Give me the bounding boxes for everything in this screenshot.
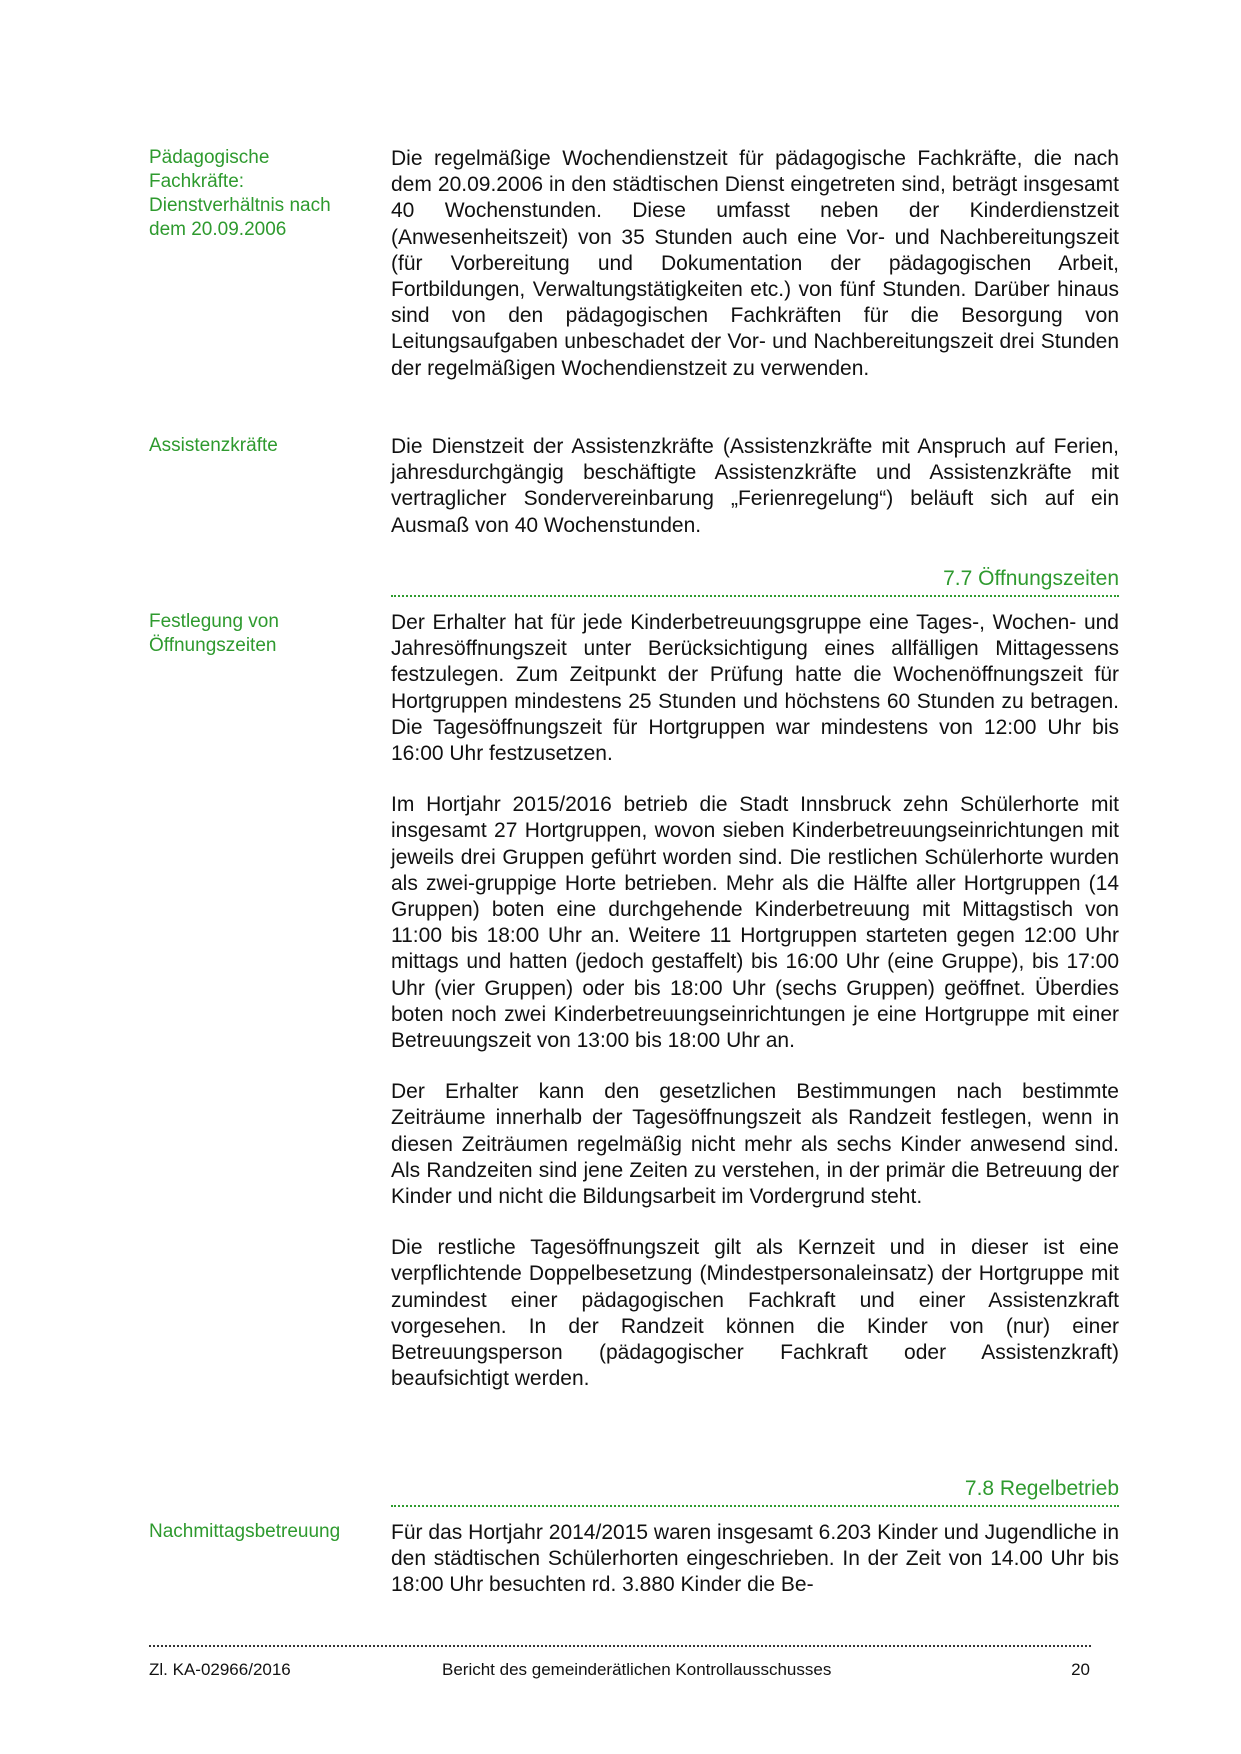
- side-label-paedagogische-fachkraefte: Pädagogische Fachkräfte: Dienstverhältnis nach dem 20.09.2006: [149, 147, 331, 240]
- side-label-nachmittagsbetreuung: Nachmittagsbetreuung: [149, 1521, 341, 1542]
- section-heading-7-7: 7.7 Öffnungszeiten: [943, 567, 1119, 590]
- page-number: 20: [1071, 1660, 1090, 1679]
- footer-reference: Zl. KA-02966/2016: [149, 1660, 291, 1679]
- paragraph: Der Erhalter kann den gesetzlichen Bestimmungen nach bestimmte Zeiträume innerhalb der Tagesöffnungszeit als Randzeit festlegen, wenn in diesen Zeiträumen regelmäßig nicht mehr als sechs Kinder anwesend sind. Als Randzeiten sind jene Zeiten zu verstehen, in der primär die Betreuung der Kinder und nicht die Bildungsarbeit im Vordergrund steht.: [391, 1080, 1119, 1209]
- footer-title: Bericht des gemeinderätlichen Kontrollausschusses: [442, 1660, 832, 1679]
- side-label-assistenzkraefte: Assistenzkräfte: [149, 435, 278, 456]
- paragraph: Die Dienstzeit der Assistenzkräfte (Assistenzkräfte mit Anspruch auf Ferien, jahresdurchgängig beschäftigte Assistenzkräfte und Assistenzkräfte mit vertraglicher Sondervereinbarung „Ferienregelung“) beläuft sich auf ein Ausmaß von 40 Wochenstunden.: [391, 435, 1119, 537]
- heading-divider: [391, 595, 1119, 597]
- paragraph: Im Hortjahr 2015/2016 betrieb die Stadt Innsbruck zehn Schülerhorte mit insgesamt 27 Hortgruppen, wovon sieben Kinderbetreuungseinrichtungen mit jeweils drei Gruppen geführt worden sind. Die restlichen Schülerhorte wurden als zwei-gruppige Horte betrieben. Mehr als die Hälfte aller Hortgruppen (14 Gruppen) boten eine durchgehende Kinderbetreuung mit Mittagstisch von 11:00 bis 18:00 Uhr an. Weitere 11 Hortgruppen starteten gegen 12:00 Uhr mittags und hatten (jedoch gestaffelt) bis 16:00 Uhr (eine Gruppe), bis 17:00 Uhr (vier Gruppen) oder bis 18:00 Uhr (sechs Gruppen) geöffnet. Überdies boten noch zwei Kinderbetreuungseinrichtungen je eine Hortgruppe mit einer Betreuungszeit von 13:00 bis 18:00 Uhr an.: [391, 793, 1119, 1053]
- body-text: [391, 610, 1119, 1417]
- paragraph: Die regelmäßige Wochendienstzeit für pädagogische Fachkräfte, die nach dem 20.09.2006 in den städtischen Dienst eingetreten sind, beträgt insgesamt 40 Wochenstunden. Diese umfasst neben der Kinderdienstzeit (Anwesenheitszeit) von 35 Stunden auch eine Vor- und Nachbereitungszeit (für Vorbereitung und Dokumentation der pädagogischen Arbeit, Fortbildungen, Verwaltungstätigkeiten etc.) von fünf Stunden. Darüber hinaus sind von den pädagogischen Fachkräften für die Besorgung von Leitungsaufgaben unbeschadet der Vor- und Nachbereitungszeit drei Stunden der regelmäßigen Wochendienstzeit zu verwenden.: [391, 147, 1119, 380]
- paragraph: Die restliche Tagesöffnungszeit gilt als Kernzeit und in dieser ist eine verpflichtende Doppelbesetzung (Mindestpersonaleinsatz) der Hortgruppe mit zumindest einer pädagogischen Fachkraft und einer Assistenzkraft vorgesehen. In der Randzeit können die Kinder von (nur) einer Betreuungsperson (pädagogischer Fachkraft oder Assistenzkraft) beaufsichtigt werden.: [391, 1236, 1119, 1391]
- body-text: [391, 146, 1119, 407]
- paragraph: Der Erhalter hat für jede Kinderbetreuungsgruppe eine Tages-, Wochen- und Jahresöffnungszeit unter Berücksichtigung eines allfälligen Mittagessens festzulegen. Zum Zeitpunkt der Prüfung hatte die Wochenöffnungszeit für Hortgruppen mindestens 25 Stunden und höchstens 60 Stunden zu betragen. Die Tagesöffnungszeit für Hortgruppen war mindestens von 12:00 Uhr bis 16:00 Uhr festzusetzen.: [391, 611, 1119, 766]
- footer-divider: [149, 1645, 1091, 1647]
- body-text: [391, 1520, 1119, 1624]
- side-label-festlegung-oeffnungszeiten: Festlegung von Öffnungszeiten: [149, 611, 279, 656]
- body-text: [391, 434, 1119, 564]
- heading-divider: [391, 1505, 1119, 1507]
- paragraph: Für das Hortjahr 2014/2015 waren insgesamt 6.203 Kinder und Jugendliche in den städtischen Schülerhorten eingeschrieben. In der Zeit von 14.00 Uhr bis 18:00 Uhr besuchten rd. 3.880 Kinder die Be-: [391, 1521, 1119, 1597]
- section-heading-7-8: 7.8 Regelbetrieb: [964, 1477, 1119, 1500]
